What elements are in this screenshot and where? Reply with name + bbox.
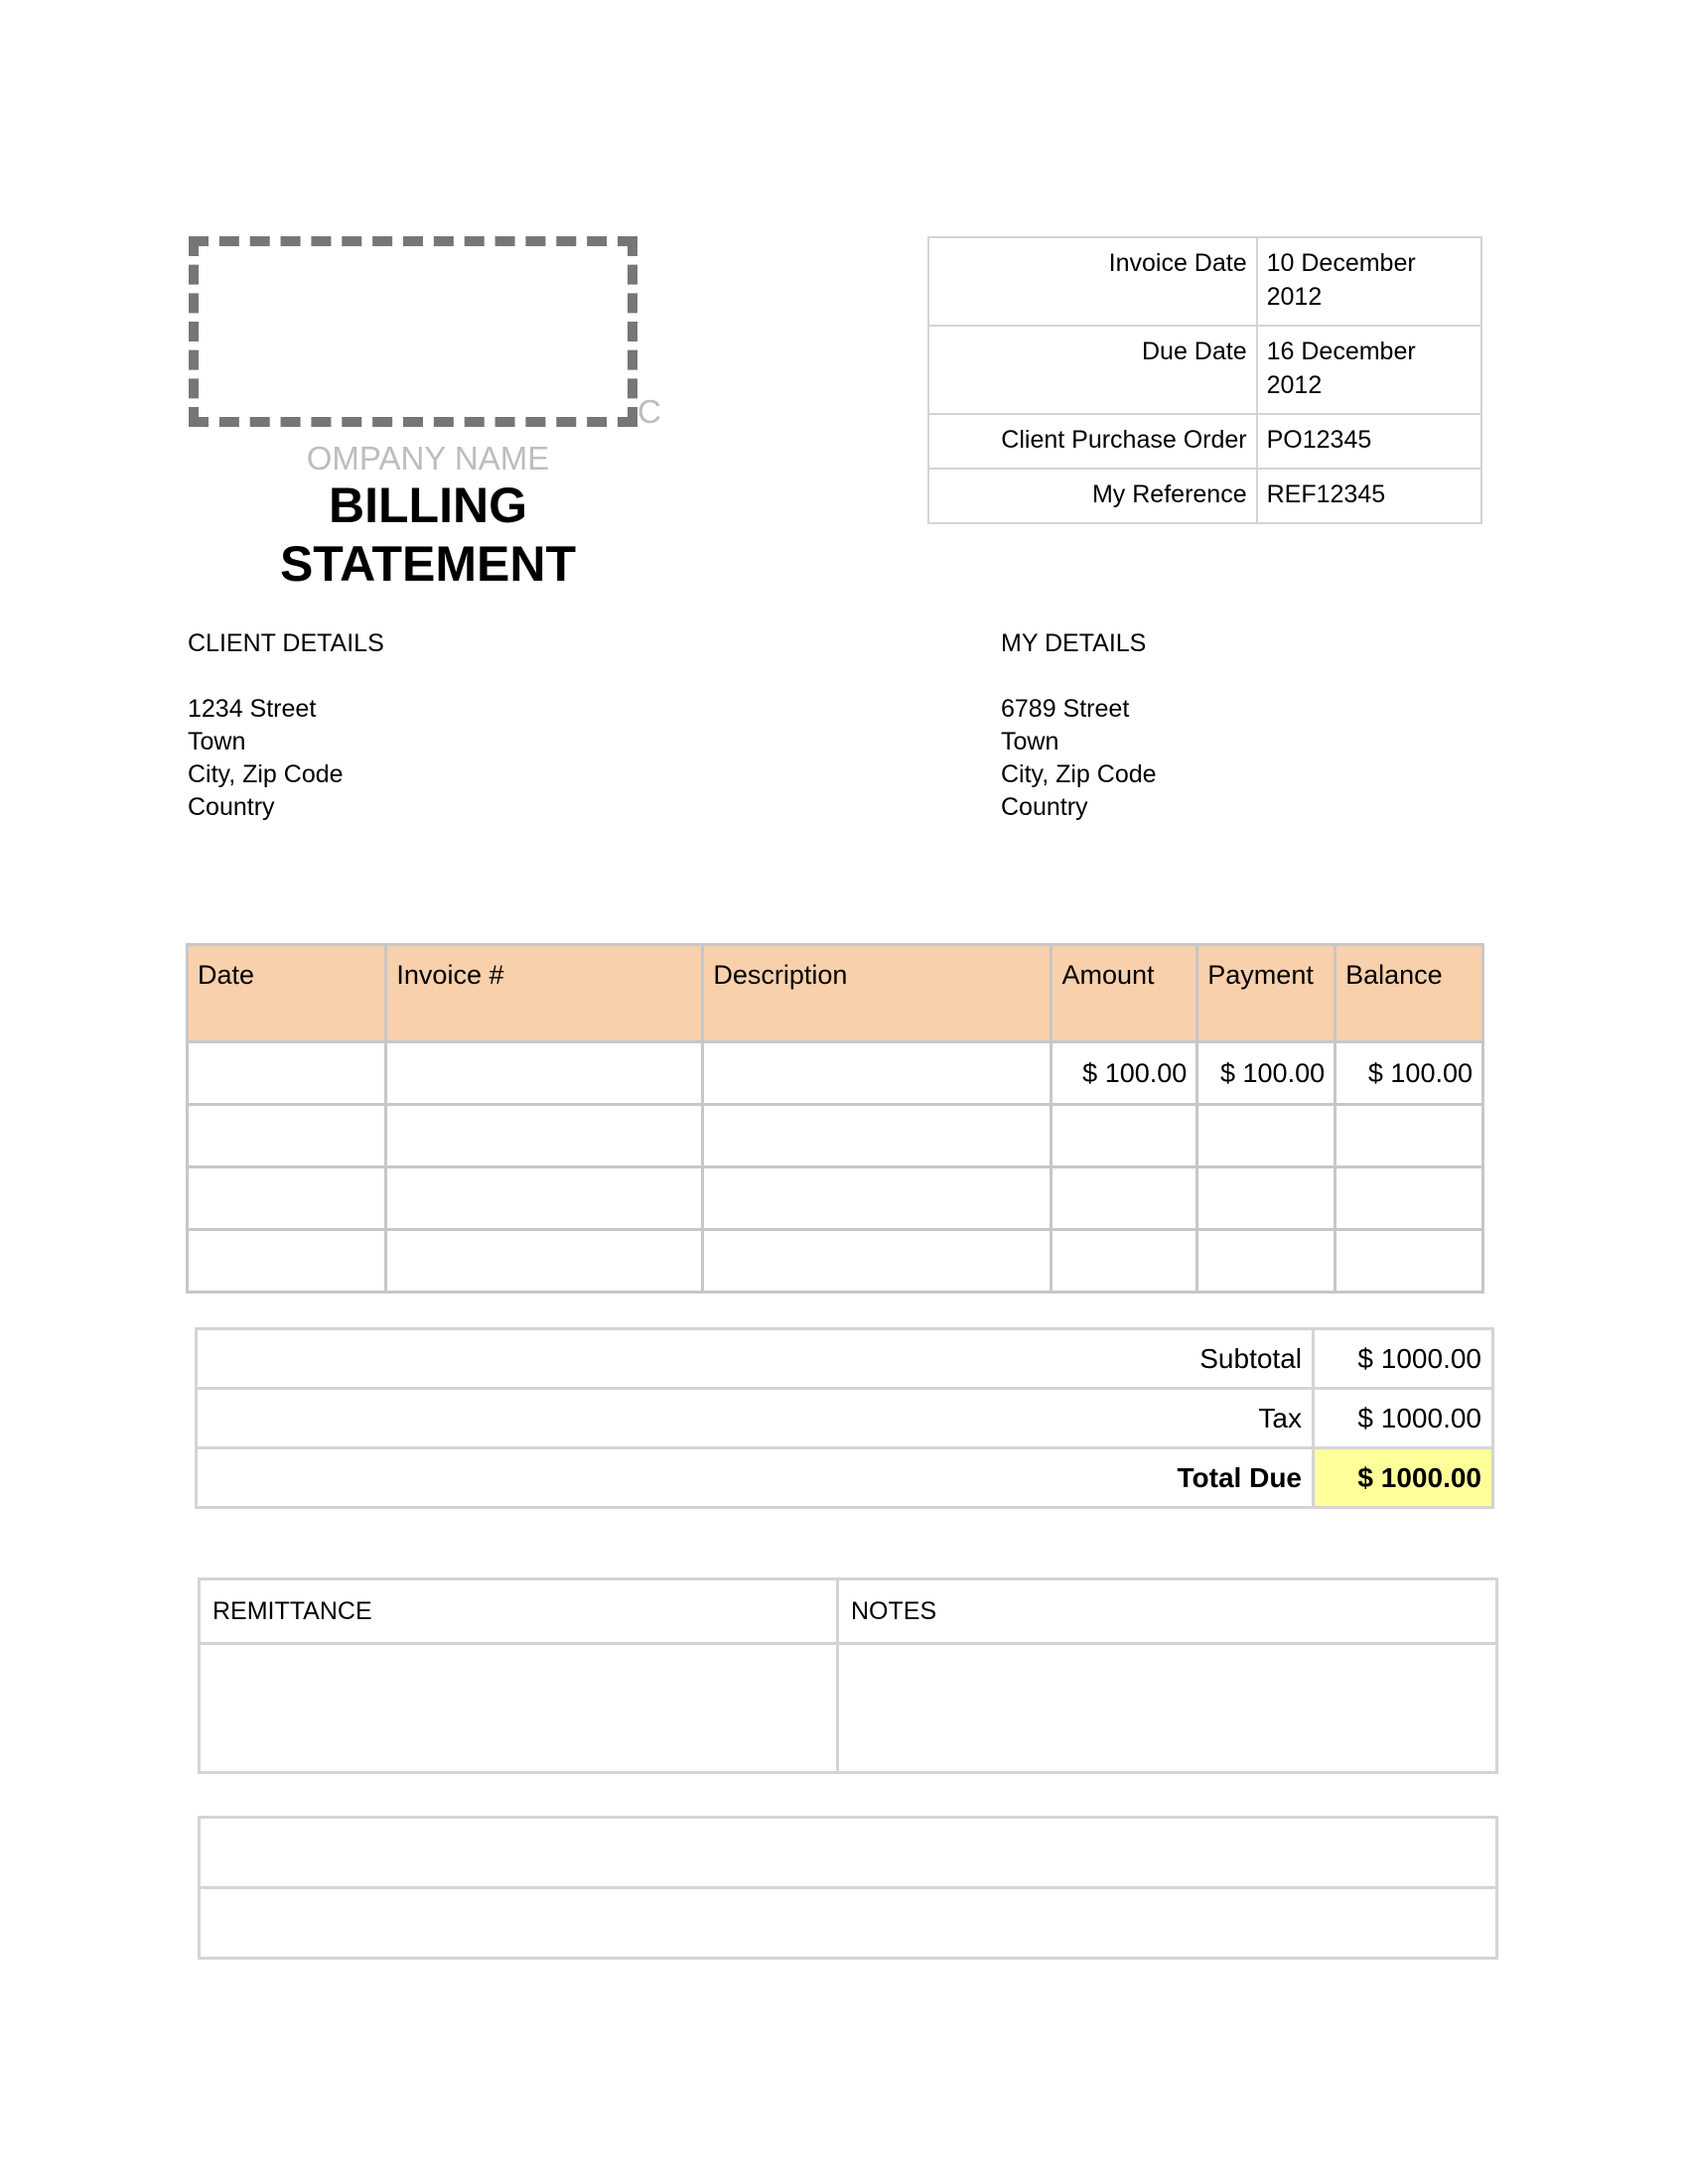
meta-row-invoice-date [928, 237, 1481, 326]
total-due-label: Total Due [197, 1448, 1314, 1508]
cell-invoice-number [386, 1105, 703, 1167]
cell-balance [1336, 1230, 1483, 1293]
column-header-amount: Amount [1052, 945, 1197, 1042]
due-date-label: Due Date [928, 326, 1257, 414]
cell-description [703, 1105, 1052, 1167]
cell-invoice-number [386, 1230, 703, 1293]
client-details [188, 627, 384, 824]
column-header-description: Description [703, 945, 1052, 1042]
remittance-notes-header-row [200, 1579, 1497, 1644]
cell-amount [1052, 1230, 1197, 1293]
footer-cell [200, 1818, 1497, 1888]
footer-row [200, 1818, 1497, 1888]
footer-table [198, 1816, 1498, 1960]
table-row [188, 1042, 1483, 1105]
my-city-zip: City, Zip Code [1001, 760, 1157, 788]
subtotal-row [197, 1329, 1493, 1389]
column-header-invoice-number: Invoice # [386, 945, 703, 1042]
company-name: OMPANY NAME [306, 440, 550, 477]
cell-description [703, 1167, 1052, 1230]
client-town: Town [188, 728, 246, 755]
subtotal-value: $ 1000.00 [1314, 1329, 1493, 1389]
cell-payment [1197, 1105, 1336, 1167]
my-country: Country [1001, 793, 1088, 821]
statement-header-row [188, 945, 1483, 1042]
cell-payment: $ 100.00 [1197, 1042, 1336, 1105]
totals-table [195, 1327, 1494, 1509]
my-street: 6789 Street [1001, 695, 1130, 723]
cell-amount [1052, 1167, 1197, 1230]
notes-content [838, 1644, 1497, 1773]
tax-row [197, 1389, 1493, 1448]
cell-payment [1197, 1230, 1336, 1293]
invoice-date-label: Invoice Date [928, 237, 1257, 326]
footer-cell [200, 1888, 1497, 1959]
my-reference-label: My Reference [928, 469, 1257, 523]
remittance-content [200, 1644, 838, 1773]
cell-invoice-number [386, 1042, 703, 1105]
tax-value: $ 1000.00 [1314, 1389, 1493, 1448]
document-title [189, 477, 667, 594]
tax-label: Tax [197, 1389, 1314, 1448]
cell-balance [1336, 1167, 1483, 1230]
logo-placeholder [189, 236, 637, 427]
client-details-heading: CLIENT DETAILS [188, 629, 384, 657]
remittance-notes-table [198, 1577, 1498, 1774]
cell-description [703, 1042, 1052, 1105]
total-due-row [197, 1448, 1493, 1508]
my-details-heading: MY DETAILS [1001, 629, 1147, 657]
meta-row-due-date [928, 326, 1481, 414]
client-country: Country [188, 793, 275, 821]
invoice-meta-table [927, 236, 1482, 524]
column-header-date: Date [188, 945, 386, 1042]
my-town: Town [1001, 728, 1059, 755]
cell-balance [1336, 1105, 1483, 1167]
meta-row-po [928, 414, 1481, 469]
my-reference-value: REF12345 [1257, 469, 1481, 523]
table-row [188, 1105, 1483, 1167]
client-po-value: PO12345 [1257, 414, 1481, 469]
cell-date [188, 1230, 386, 1293]
cell-balance: $ 100.00 [1336, 1042, 1483, 1105]
client-street: 1234 Street [188, 695, 317, 723]
subtotal-label: Subtotal [197, 1329, 1314, 1389]
meta-row-reference [928, 469, 1481, 523]
cell-amount [1052, 1105, 1197, 1167]
column-header-balance: Balance [1336, 945, 1483, 1042]
statement-table [186, 943, 1484, 1294]
cell-date [188, 1167, 386, 1230]
cell-invoice-number [386, 1167, 703, 1230]
footer-row [200, 1888, 1497, 1959]
due-date-value: 16 December 2012 [1257, 326, 1481, 414]
remittance-label: REMITTANCE [200, 1579, 838, 1644]
cell-description [703, 1230, 1052, 1293]
company-name-initial: C [637, 393, 661, 430]
client-po-label: Client Purchase Order [928, 414, 1257, 469]
cell-amount: $ 100.00 [1052, 1042, 1197, 1105]
my-details [1001, 627, 1157, 824]
notes-label: NOTES [838, 1579, 1497, 1644]
table-row [188, 1230, 1483, 1293]
document-title-line1: BILLING [329, 478, 527, 533]
table-row [188, 1167, 1483, 1230]
client-city-zip: City, Zip Code [188, 760, 344, 788]
total-due-value: $ 1000.00 [1314, 1448, 1493, 1508]
column-header-payment: Payment [1197, 945, 1336, 1042]
cell-date [188, 1042, 386, 1105]
cell-payment [1197, 1167, 1336, 1230]
remittance-notes-body-row [200, 1644, 1497, 1773]
cell-date [188, 1105, 386, 1167]
document-title-line2: STATEMENT [279, 536, 577, 592]
invoice-date-value: 10 December 2012 [1257, 237, 1481, 326]
